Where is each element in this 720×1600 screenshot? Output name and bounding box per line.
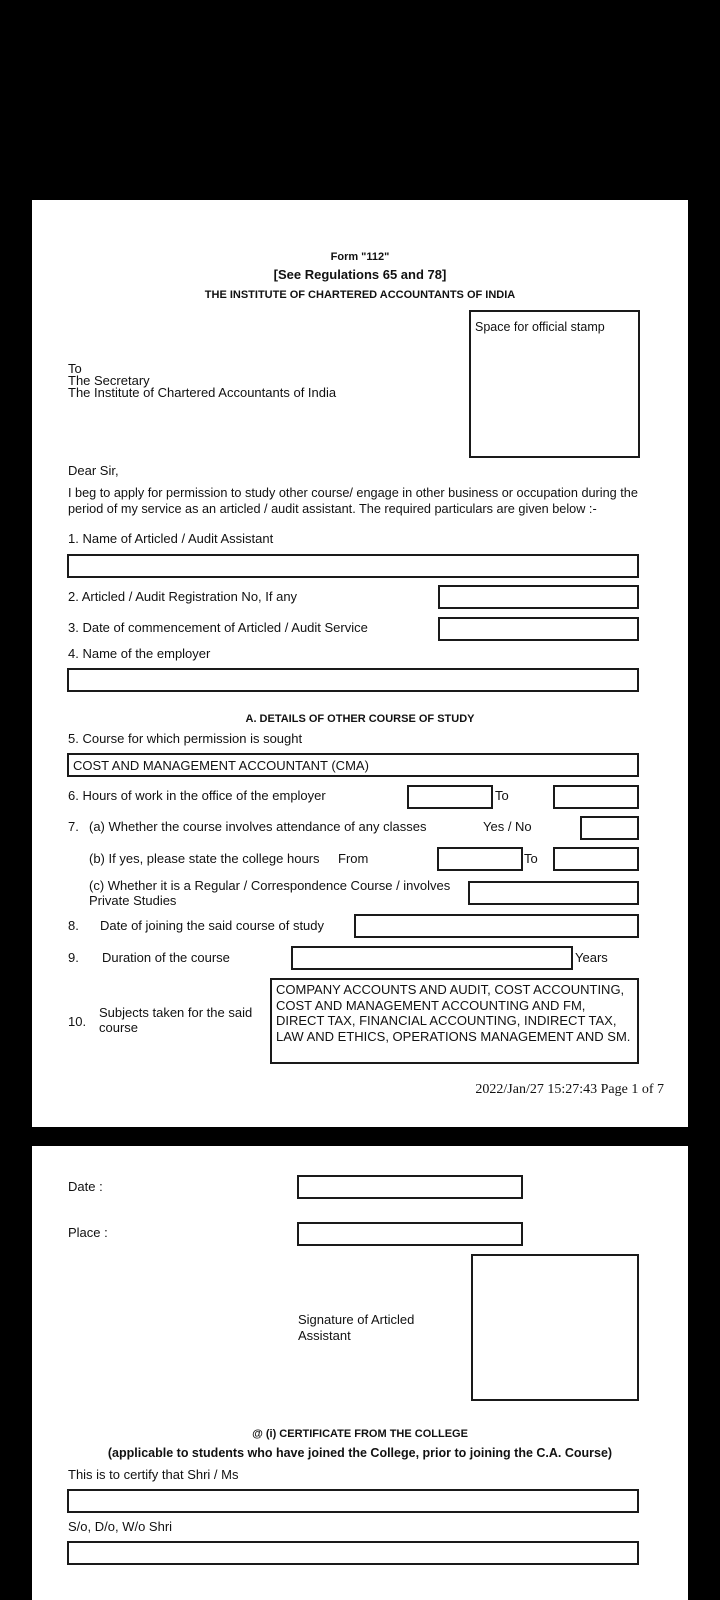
course-joining-date-input[interactable] <box>354 914 639 938</box>
work-hours-to-input[interactable] <box>553 785 639 809</box>
address-line-1: The Secretary <box>68 373 150 388</box>
relation-name-input[interactable] <box>67 1541 639 1565</box>
intro-paragraph: I beg to apply for permission to study other course/ engage in other business or occupation during the period of my service as an articled / audit assistant. The required particulars are given below :- <box>68 486 638 516</box>
q10-number: 10. <box>68 1014 87 1029</box>
q5-label: 5. Course for which permission is sought <box>68 731 303 746</box>
relation-label: S/o, D/o, W/o Shri <box>68 1519 173 1534</box>
document-page-1 <box>32 200 688 1127</box>
years-label: Years <box>575 950 608 965</box>
address-to: To <box>68 361 82 376</box>
employer-name-input[interactable] <box>67 668 639 692</box>
signature-label: Signature of Articled Assistant <box>298 1312 415 1343</box>
q6-label: 6. Hours of work in the office of the employer <box>68 788 326 803</box>
certify-label: This is to certify that Shri / Ms <box>68 1467 239 1482</box>
certificate-subtitle: (applicable to students who have joined the College, prior to joining the C.A. Course) <box>107 1446 613 1460</box>
q3-label: 3. Date of commencement of Articled / Audit Service <box>68 620 368 635</box>
q2-label: 2. Articled / Audit Registration No, If any <box>68 589 298 604</box>
college-hours-from-input[interactable] <box>437 847 523 871</box>
date-label: Date : <box>68 1179 103 1194</box>
q7a-label: (a) Whether the course involves attendance of any classes <box>89 819 427 834</box>
q10-label: Subjects taken for the said course <box>99 1005 253 1035</box>
work-hours-from-input[interactable] <box>407 785 493 809</box>
q7-number: 7. <box>68 819 79 834</box>
subjects-textarea[interactable]: COMPANY ACCOUNTS AND AUDIT, COST ACCOUNTING, COST AND MANAGEMENT ACCOUNTING AND FM, DIRECT TAX, FINANCIAL ACCOUNTING, INDIRECT TAX, LAW AND ETHICS, OPERATIONS MANAGEMENT AND SM. <box>270 978 639 1064</box>
q8-number: 8. <box>68 918 79 933</box>
q7b-from-label: From <box>338 851 369 866</box>
document-page-2 <box>32 1146 688 1600</box>
signature-box[interactable] <box>471 1254 639 1401</box>
salutation: Dear Sir, <box>68 463 119 478</box>
college-hours-to-input[interactable] <box>553 847 639 871</box>
yes-no-label: Yes / No <box>483 819 532 834</box>
section-a-heading: A. DETAILS OF OTHER COURSE OF STUDY <box>245 713 475 725</box>
place-input[interactable] <box>297 1222 523 1246</box>
official-stamp-box <box>469 310 640 458</box>
regulations-reference: [See Regulations 65 and 78] <box>273 267 447 282</box>
stamp-label: Space for official stamp <box>475 320 605 334</box>
certify-name-input[interactable] <box>67 1489 639 1513</box>
address-line-2: The Institute of Chartered Accountants of India <box>68 385 337 400</box>
q8-label: Date of joining the said course of study <box>100 918 325 933</box>
q9-number: 9. <box>68 950 79 965</box>
registration-no-input[interactable] <box>438 585 639 609</box>
course-duration-input[interactable] <box>291 946 573 970</box>
q9-label: Duration of the course <box>102 950 230 965</box>
institute-heading: THE INSTITUTE OF CHARTERED ACCOUNTANTS OF INDIA <box>204 289 516 301</box>
certificate-title: @ (i) CERTIFICATE FROM THE COLLEGE <box>252 1428 468 1440</box>
attendance-yes-no-input[interactable] <box>580 816 639 840</box>
place-label: Place : <box>68 1225 108 1240</box>
q7b-to-label: To <box>524 851 538 866</box>
q1-label: 1. Name of Articled / Audit Assistant <box>68 531 274 546</box>
q7c-label: (c) Whether it is a Regular / Correspondence Course / involves Private Studies <box>89 878 451 908</box>
q6-to-label: To <box>495 788 509 803</box>
articled-assistant-name-input[interactable] <box>67 554 639 578</box>
q4-label: 4. Name of the employer <box>68 646 211 661</box>
course-input[interactable] <box>67 753 639 777</box>
page-footer-timestamp: 2022/Jan/27 15:27:43 Page 1 of 7 <box>475 1082 664 1097</box>
commencement-date-input[interactable] <box>438 617 639 641</box>
course-type-input[interactable] <box>468 881 639 905</box>
form-title: Form "112" <box>330 251 390 263</box>
date-input[interactable] <box>297 1175 523 1199</box>
q7b-label: (b) If yes, please state the college hours <box>89 851 320 866</box>
